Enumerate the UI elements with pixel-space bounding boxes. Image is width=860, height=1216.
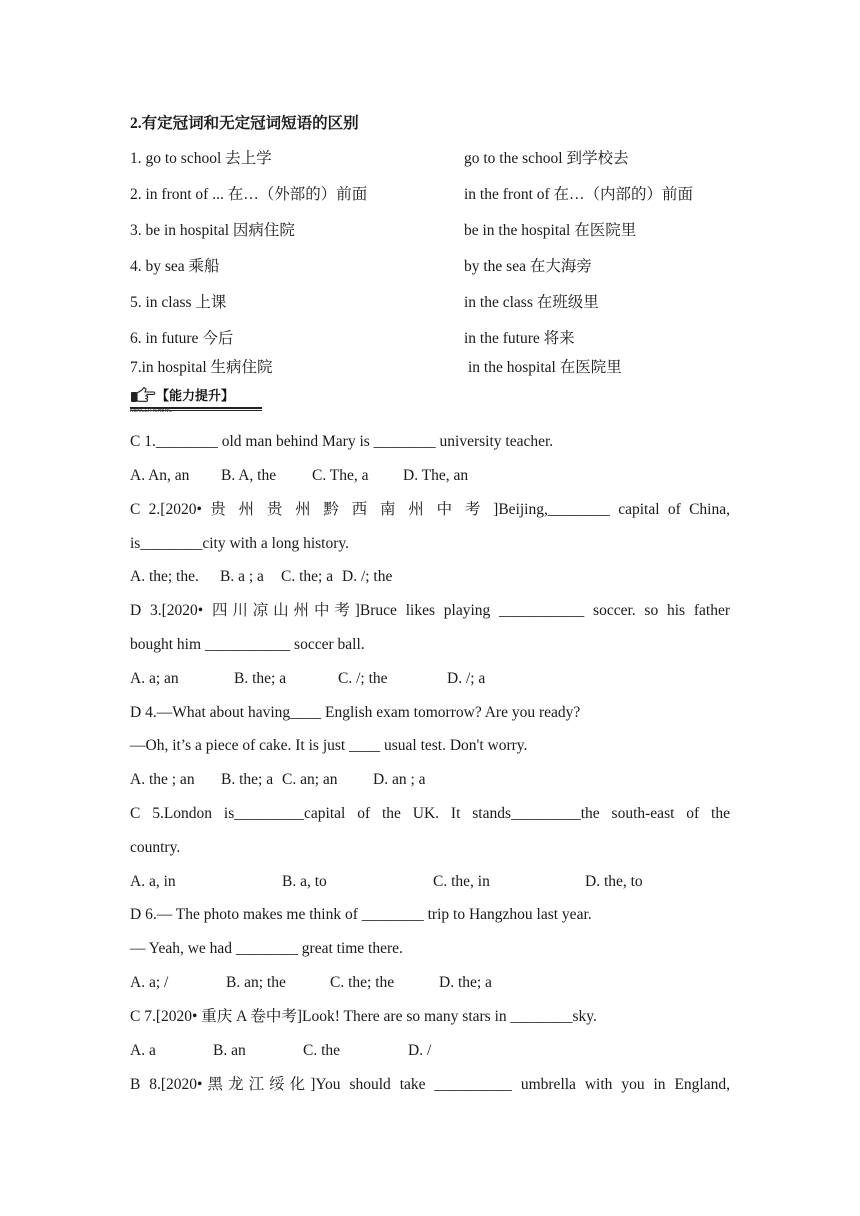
q4-option-c: C. an; an (282, 771, 338, 788)
q7-option-a: A. a (130, 1042, 156, 1059)
question-6-stem: D 6.— The photo makes me think of ________ trip to Hangzhou last year. (130, 906, 592, 923)
phrase-left-4: 4. by sea 乘船 (130, 258, 220, 275)
q7-option-d: D. / (408, 1042, 432, 1059)
question-3-stem-cont: bought him ___________ soccer ball. (130, 636, 365, 653)
q6-option-a: A. a; / (130, 974, 169, 991)
q1-option-b: B. A, the (221, 467, 277, 484)
q2-option-a: A. the; the. (130, 568, 199, 585)
phrase-left-7: 7.in hospital 生病住院 (130, 359, 273, 376)
phrase-left-1: 1. go to school 去上学 (130, 150, 272, 167)
badge-subtitle: NENGLITISHENG (130, 408, 173, 414)
q5-option-a: A. a, in (130, 873, 176, 890)
phrase-left-3: 3. be in hospital 因病住院 (130, 222, 295, 239)
phrase-left-2: 2. in front of ... 在…（外部的）前面 (130, 186, 368, 203)
q5-option-b: B. a, to (282, 873, 327, 890)
phrase-left-5: 5. in class 上课 (130, 294, 227, 311)
q1-option-c: C. The, a (312, 467, 369, 484)
q3-option-d: D. /; a (447, 670, 486, 687)
question-2-stem: C 2.[2020• 贵 州 贵 州 黔 西 南 州 中 考 ]Beijing,________ capital of China, (130, 501, 730, 518)
phrase-right-5: in the class 在班级里 (464, 294, 599, 311)
section-title: 2.有定冠词和无定冠词短语的区别 (130, 115, 359, 132)
q1-option-d: D. The, an (403, 467, 469, 484)
phrase-left-6: 6. in future 今后 (130, 330, 234, 347)
q2-option-b: B. a ; a (220, 568, 264, 585)
q6-option-c: C. the; the (330, 974, 395, 991)
q2-option-c: C. the; a (281, 568, 334, 585)
q3-option-b: B. the; a (234, 670, 287, 687)
question-5-stem: C 5.London is_________capital of the UK. It stands_________the south-east of the (130, 805, 730, 822)
phrase-right-6: in the future 将来 (464, 330, 575, 347)
question-8-stem: B 8.[2020•黑龙江绥化]You should take __________ umbrella with you in England, (130, 1076, 730, 1093)
question-2-stem-cont: is________city with a long history. (130, 535, 349, 552)
q7-option-b: B. an (213, 1042, 246, 1059)
question-4-stem: D 4.—What about having____ English exam tomorrow? Are you ready? (130, 704, 581, 721)
q3-option-c: C. /; the (338, 670, 388, 687)
question-7-stem: C 7.[2020• 重庆 A 卷中考]Look! There are so many stars in ________sky. (130, 1008, 597, 1025)
badge-label: 【能力提升】 (156, 389, 235, 404)
q2-option-d: D. /; the (342, 568, 393, 585)
q5-option-c: C. the, in (433, 873, 490, 890)
q1-option-a: A. An, an (130, 467, 190, 484)
phrase-right-2: in the front of 在…（内部的）前面 (464, 186, 694, 203)
q4-option-b: B. the; a (221, 771, 274, 788)
question-4-stem-cont: —Oh, it’s a piece of cake. It is just ____ usual test. Don't worry. (130, 737, 528, 754)
q5-option-d: D. the, to (585, 873, 643, 890)
phrase-right-4: by the sea 在大海旁 (464, 258, 592, 275)
phrase-right-7: in the hospital 在医院里 (468, 359, 622, 376)
phrase-right-1: go to the school 到学校去 (464, 150, 629, 167)
q6-option-b: B. an; the (226, 974, 286, 991)
phrase-right-3: be in the hospital 在医院里 (464, 222, 637, 239)
q7-option-c: C. the (303, 1042, 341, 1059)
q4-option-d: D. an ; a (373, 771, 426, 788)
ability-badge (130, 384, 262, 414)
q6-option-d: D. the; a (439, 974, 492, 991)
question-1-stem: C 1.________ old man behind Mary is ________ university teacher. (130, 433, 554, 450)
question-6-stem-cont: — Yeah, we had ________ great time there. (130, 940, 403, 957)
question-3-stem: D 3.[2020• 四川凉山州中考]Bruce likes playing ___________ soccer. so his father (130, 602, 730, 619)
q4-option-a: A. the ; an (130, 771, 195, 788)
q3-option-a: A. a; an (130, 670, 179, 687)
question-5-stem-cont: country. (130, 839, 181, 856)
